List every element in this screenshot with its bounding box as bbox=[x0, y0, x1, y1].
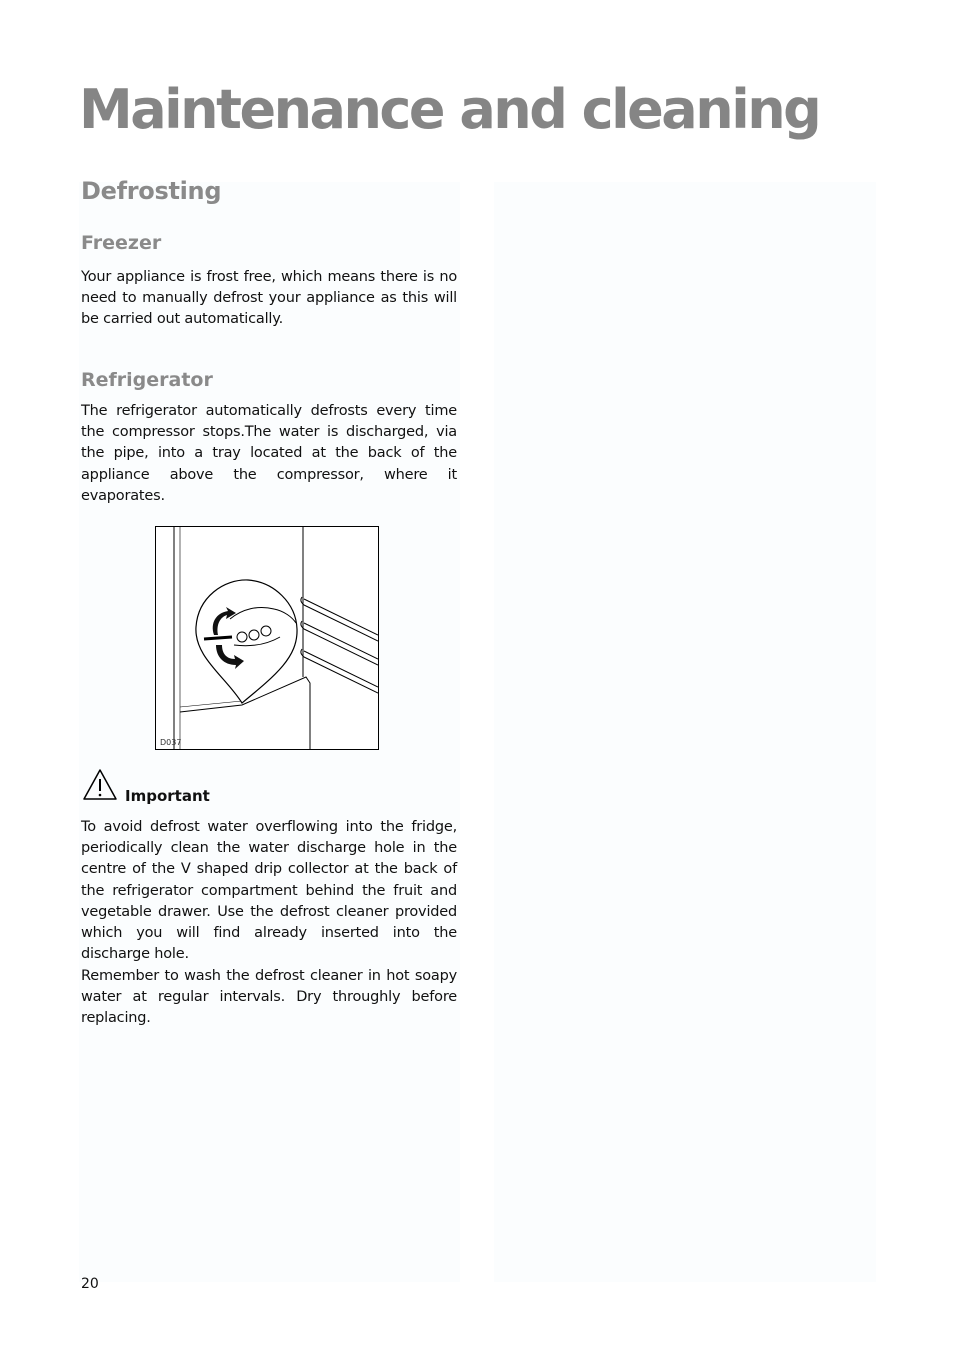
page-title: Maintenance and cleaning bbox=[79, 78, 820, 141]
refrigerator-paragraph: The refrigerator automatically defrosts every time the compressor stops.The water is discharged, via the pipe, into a tray located at the back of the appliance above the compressor, where it evaporates. bbox=[81, 403, 457, 504]
important-label: Important bbox=[125, 787, 210, 805]
subheading-freezer: Freezer bbox=[81, 232, 162, 254]
defrost-figure bbox=[155, 526, 379, 750]
figure-code: D037 bbox=[160, 738, 182, 747]
care-paragraph: Remember to wash the defrost cleaner in hot soapy water at regular intervals. Dry throughly before replacing. bbox=[81, 968, 457, 1027]
defrost-cleaner-illustration bbox=[156, 527, 378, 749]
important-paragraph: To avoid defrost water overflowing into the fridge, periodically clean the water discharge hole in the centre of the V shaped drip collector at the back of the refrigerator compartment behind the fruit and vegetable drawer. Use the defrost cleaner provided which you will find already inserted into the discharge hole. bbox=[81, 819, 457, 963]
warning-triangle-icon bbox=[82, 768, 118, 802]
right-column-background bbox=[494, 182, 876, 1282]
freezer-paragraph: Your appliance is frost free, which means there is no need to manually defrost your appliance as this will be carried out automatically. bbox=[81, 269, 457, 328]
section-heading-defrosting: Defrosting bbox=[81, 177, 222, 205]
subheading-refrigerator: Refrigerator bbox=[81, 369, 213, 391]
page-number: 20 bbox=[81, 1276, 99, 1292]
